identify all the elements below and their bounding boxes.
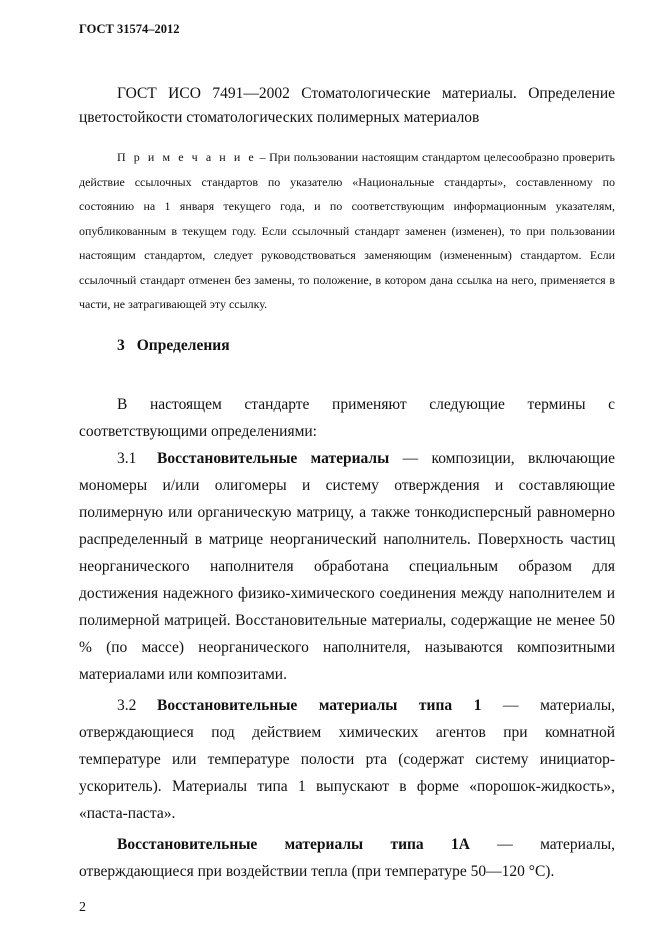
term-definition: — материалы, отверждающиеся при воздействии тепла (при температуре 50—120 °С). — [79, 836, 616, 880]
page-header: ГОСТ 31574–2012 — [79, 22, 180, 36]
note-paragraph — [79, 145, 615, 317]
normative-reference — [79, 82, 615, 130]
reference-text: ГОСТ ИСО 7491—2002 Стоматологические материалы. Определение цветостойкости стоматологических полимерных материалов — [79, 85, 615, 126]
term-name: Восстановительные материалы типа 1 — [157, 697, 482, 714]
intro-text: В настоящем стандарте применяют следующие термины с соответствующими определениями: — [79, 396, 615, 440]
term-definition: — материалы, отверждающиеся под действием химических агентов при комнатной температуре или температуре полости рта (содержат систему инициатор-ускоритель). Материалы типа 1 выпускают в форме «порошок-жидкость», «паста-паста». — [79, 697, 615, 822]
term-name: Восстановительные материалы — [157, 450, 390, 467]
term-1a — [79, 831, 615, 885]
term-name: Восстановительные материалы типа 1А — [117, 836, 470, 853]
section-heading — [117, 337, 230, 355]
note-label: П р и м е ч а н и е — [117, 150, 257, 164]
section-number: 3 — [117, 337, 125, 354]
term-3-2 — [79, 692, 615, 827]
term-number: 3.1 — [117, 450, 137, 467]
term-3-1 — [79, 445, 615, 688]
section-title: Определения — [136, 337, 230, 354]
term-number: 3.2 — [117, 697, 137, 714]
definitions-body — [79, 391, 615, 885]
note-text: – При пользовании настоящим стандартом целесообразно проверить действие ссылочных стандартов по указателю «Национальные стандарты», составленному по состоянию на 1 января текущего года, и по соответствующим информационным указателям, опубликованным в текущем году. Если ссылочный стандарт заменен (изменен), то при пользовании настоящим стандартом, следует руководствоваться заменяющим (измененным) стандартом. Если ссылочный стандарт отменен без замены, то положение, в котором дана ссылка на него, применяется в части, не затрагивающей эту ссылку. — [79, 150, 615, 311]
term-definition: — композиции, включающие мономеры и/или олигомеры и систему отверждения и составляющие полимерную или органическую матрицу, а также тонкодисперсный равномерно распределенный в матрице неорганический наполнитель. Поверхность частиц неорганического наполнителя обработана специальным образом для достижения надежного физико-химического соединения между наполнителем и полимерной матрицей. Восстановительные материалы, содержащие не менее 50 % (по массе) неорганического наполнителя, называются композитными материалами или композитами. — [79, 450, 615, 683]
intro-paragraph — [79, 391, 615, 445]
page-number: 2 — [79, 900, 86, 915]
